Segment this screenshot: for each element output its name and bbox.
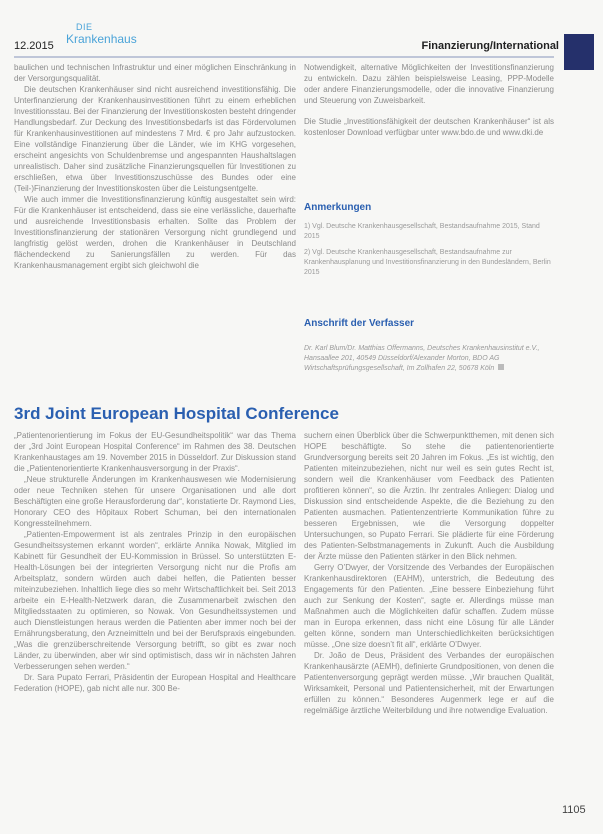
page-number: 1105 — [562, 804, 586, 816]
paragraph: suchern einen Überblick über die Schwerpunktthemen, mit denen sich HOPE beschäftigte. So stehe die patientenorientierte Grundversorgung bereits seit 20 Jahren im Fokus. „Es ist wichtig, den Patienten miteinzubeziehen, nicht nur weil es sein gutes Recht ist, sondern weil die Krankenhäuser vom Feedback des Patienten profitieren können“, so die Ärztin. Ihr zentrales Anliegen: Dialog und Diskussion sind entscheidende Aspekte, die die Beziehung zu den Patienten ausmachen. Patientenzentrierte Kommunikation führe zu besseren Ergebnissen, wie die Versorgung doppelter Untersuchungen, so Pupato Ferrari. Sie plädierte für eine Förderung des Patienten-Selbstmanagements in Zukunft. Auch die Ausbildung der Ärzte müsse den Patienten stärker in den Blick nehmen. — [304, 431, 554, 561]
paragraph: „Patientenorientierung im Fokus der EU-Gesundheitspolitik“ war das Thema der „3rd Joint European Hospital Conference“ im Rahmen des 38. Deutschen Krankenhaustages am 19. November 2015 in Düsseldorf. Zur Diskussion stand die „Patientenorientierte Krankenhausversorgung in der Praxis“. — [14, 431, 296, 473]
paragraph: Gerry O’Dwyer, der Vorsitzende des Verbandes der Europäischen Krankenhausdirektoren (EAHM), unterstrich, die Bedeutung des Engagements für den Patienten. „Eine bessere Einbeziehung führt auch zur Senkung der Kosten“, sagte er. Allerdings müsse man Maßnahmen auch die Möglichkeiten dafür schaffen. Zudem müsse man in Europa erkennen, dass nicht eine Lösung für alle Länder gelten könne, sondern man Unterschiedlichkeiten berücksichtigen müsse. „One size doesn’t fit all“, erklärte O’Dwyer. — [304, 563, 554, 649]
right-column-bottom — [304, 430, 554, 802]
paragraph: baulichen und technischen Infrastruktur und einer möglichen Einschränkung in der Versorgungsqualität. — [14, 63, 296, 83]
paragraph: „Neue strukturelle Änderungen im Krankenhauswesen wie Modernisierung oder neue Techniken stehen für unsere Organisationen und alle dort Beschäftigten eine große Herausforderung dar“, konstatierte Dr. Raymond Lies, Honorary CEO des Hôpitaux Robert Schuman, bei den internationalen Kongressteilnehmern. — [14, 475, 296, 528]
article-title: 3rd Joint European Hospital Conference — [14, 404, 339, 423]
header-divider — [14, 56, 554, 58]
magazine-logo — [66, 22, 136, 48]
paragraph: Die deutschen Krankenhäuser sind nicht ausreichend investitionsfähig. Die Unterfinanzierung der Krankenhausinvestitionen führt zu einem erheblichen Investitionsstau. Bei der Finanzierung der Investitionskosten besteht dringender Handlungsbedarf. Zur Deckung des Investitionsbedarfs ist das Fördervolumen für Krankenhausinvestitionen auf mindestens 7 Mrd. € pro Jahr aufzustocken. Eine vollständige Finanzierung über die Länder, wie im KHG vorgesehen, erscheint angesichts von Schuldenbremse und angespannten Haushaltslagen unrealistisch. Daher sind zusätzliche Finanzierungsquellen für Investitionen zu erschließen, etwa über Investitionszuschüsse des Bundes oder eine (Teil-)Finanzierung der Investitionskosten über die Leistungsentgelte. — [14, 85, 296, 193]
author-address — [304, 344, 554, 374]
left-column-top — [14, 62, 296, 380]
address-heading: Anschrift der Verfasser — [304, 318, 415, 329]
page-header — [0, 0, 603, 56]
logo-bottom-text: Krankenhaus — [66, 32, 137, 46]
issue-date: 12.2015 — [14, 40, 54, 52]
paragraph: Dr. Sara Pupato Ferrari, Präsidentin der European Hospital and Healthcare Federation (HOPE), gab nicht alle nur. 300 Be- — [14, 673, 296, 693]
left-column-bottom — [14, 430, 296, 802]
paragraph: Die Studie „Investitionsfähigkeit der deutschen Krankenhäuser“ ist als kostenloser Download verfügbar unter www.bdo.de und www.dki.de — [304, 117, 554, 137]
corner-tab — [564, 34, 594, 70]
section-title: Finanzierung/International — [421, 40, 559, 52]
paragraph: Wie auch immer die Investitionsfinanzierung künftig ausgestaltet sein wird: Für die Krankenhäuser ist entscheidend, dass sie eine verlässliche, dauerhafte und ausreichende Investitionsbasis erhalten. Sollte das Problem der Investitionsfinanzierung der stationären Versorgung nicht grundlegend und langfristig gelöst werden, drohen die Krankenhäuser in Deutschland flächendeckend zu Sanierungsfällen zu werden. Für das Krankenhausmanagement ergibt sich gleichwohl die — [14, 195, 296, 270]
right-column-top — [304, 62, 554, 182]
paragraph: Notwendigkeit, alternative Möglichkeiten der Investitionsfinanzierung zu entwickeln. Dazu zählen beispielsweise Leasing, PPP-Modelle oder andere Finanzierungsmodelle, oder die innovative Finanzierung und Steuerung von Zuweisbarkeit. — [304, 63, 554, 105]
paragraph: „Patienten-Empowerment ist als zentrales Prinzip in den europäischen Gesundheitssystemen erkannt worden“, erklärte Annika Nowak, Mitglied im Kabinett für Gesundheit der EU-Kommission in Brüssel. So unterstützten E-Health-Lösungen bei der integrierten Versorgung nicht nur die Profis am Arbeitsplatz, sondern würden auch dabei helfen, die Patienten besser miteinzubeziehen. Inhaltlich liege dies so mehr Wirtschaftlichkeit bei. Seit 2013 arbeite ein E-Health-Netzwerk daran, die Zusammenarbeit zwischen den Mitgliedsstaaten zu optimieren, so Nowak. Von Gesundheitssystemen und auch Dienstleistungen heraus werden die Patienten aber immer noch bei der Ernährungsberatung, den Arzneimitteln und bei der Berufspraxis eingebunden. „Was die grenzüberschreitende Versorgung betrifft, so gibt es zwar noch Länder, zu überwinden, aber wir sind optimistisch, dass wir in nächsten Jahren Verbesserungen sehen werden.“ — [14, 530, 296, 671]
logo-top-text: DIE — [76, 22, 93, 32]
address-text: Dr. Karl Blum/Dr. Matthias Offermanns, Deutsches Krankenhausinstitut e.V., Hansaallee 201, 40549 Düsseldorf/Alexander Morton, BDO AG Wirtschaftsprüfungsgesellschaft, Im Zollhafen 22, 50678 Köln — [304, 345, 540, 372]
paragraph: Dr. João de Deus, Präsident des Verbandes der europäischen Krankenhausärzte (AEMH), definierte Grundpositionen, von denen die Patientenversorgung geprägt werden müsse. „Wir brauchen Qualität, Wirksamkeit, Personal und Patientensicherheit, mit der Erwartungen erfüllen zu können.“ Besonderes Augenmerk lege er auf die regelmäßige ärztliche Weiterbildung und ihre notwendige Evaluation. — [304, 651, 554, 715]
note-2: 2) Vgl. Deutsche Krankenhausgesellschaft, Bestandsaufnahme zur Krankenhausplanung und Investitionsfinanzierung in den Bundesländern, Berlin 2015 — [304, 249, 551, 276]
notes-heading: Anmerkungen — [304, 202, 372, 213]
note-1: 1) Vgl. Deutsche Krankenhausgesellschaft, Bestandsaufnahme 2015, Stand 2015 — [304, 223, 540, 240]
end-square-icon — [498, 364, 504, 370]
